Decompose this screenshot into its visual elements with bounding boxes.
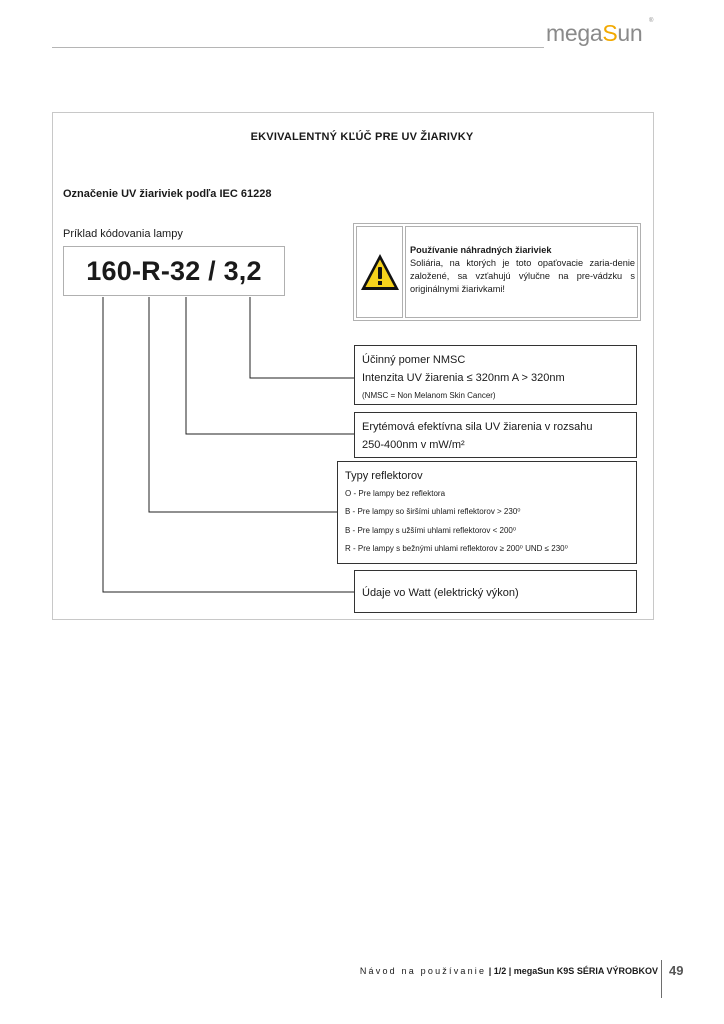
footer-product: megaSun K9S SÉRIA VÝROBKOV [513, 966, 658, 976]
footer-version: 1/2 [493, 966, 507, 976]
example-label: Príklad kódovania lampy [63, 228, 183, 240]
watt-label: Údaje vo Watt (elektrický výkon) [362, 587, 519, 599]
connector-erythema [186, 297, 354, 434]
connector-watt [103, 297, 354, 592]
lamp-code: 160-R-32 / 3,2 [86, 255, 262, 286]
erythema-line2: 250-400nm v mW/m² [362, 439, 465, 451]
nmsc-title: Účinný pomer NMSC [362, 354, 466, 366]
section-subtitle: Označenie UV žiariviek podľa IEC 61228 [63, 188, 272, 200]
reflector-item: B - Pre lampy so širšími uhlami reflektorov > 230⁰ [345, 507, 521, 517]
warning-title: Používanie náhradných žiariviek [410, 245, 552, 255]
page-number: 49 [669, 963, 684, 978]
erythema-line1: Erytémová efektívna sila UV žiarenia v rozsahu [362, 421, 593, 433]
page-title: EKVIVALENTNÝ KĽÚČ PRE UV ŽIARIVKY [250, 131, 474, 143]
page-footer: Návod na používanie | 1/2 | megaSun K9S SÉRIA VÝROBKOV [359, 966, 658, 976]
nmsc-line: Intenzita UV žiarenia ≤ 320nm A > 320nm [362, 372, 565, 384]
reflector-item: O - Pre lampy bez reflektora [345, 489, 446, 498]
reflector-item: R - Pre lampy s bežnými uhlami reflektorov ≥ 200⁰ UND ≤ 230⁰ [345, 544, 568, 554]
megasun-logo: megaSun ® [546, 18, 654, 46]
reflector-item: B - Pre lampy s užšími uhlami reflektorov < 200⁰ [345, 525, 517, 535]
connector-reflectors [149, 297, 337, 512]
warning-body: Soliária, na ktorých je toto opaťovacie zaria-denie založené, sa vzťahujú výlučne na pre-vádzku s originálnymi žiarivkami! [410, 258, 635, 294]
nmsc-note: (NMSC = Non Melanom Skin Cancer) [362, 391, 496, 400]
connector-nmsc [250, 297, 354, 378]
reflectors-title: Typy reflektorov [345, 470, 423, 482]
footer-separator [661, 960, 662, 998]
footer-doc-name: Návod na používanie [359, 966, 487, 976]
